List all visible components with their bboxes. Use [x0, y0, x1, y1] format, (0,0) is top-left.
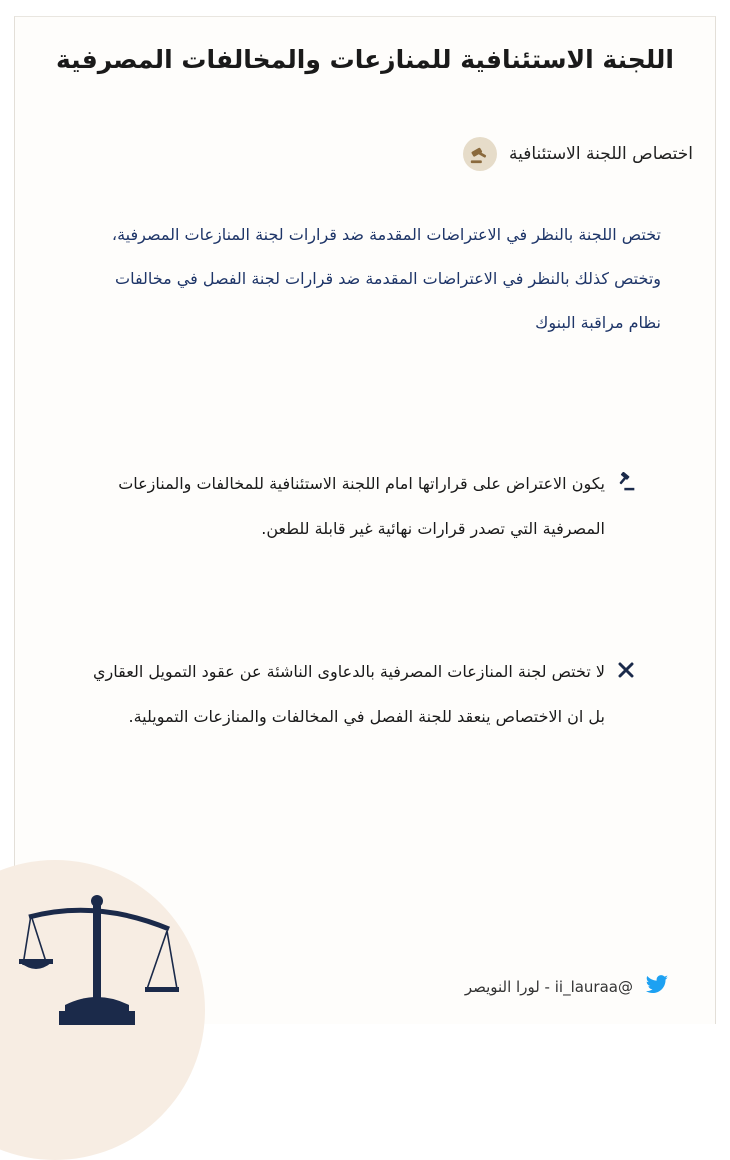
intro-paragraph: تختص اللجنة بالنظر في الاعتراضات المقدمة ضد قرارات لجنة المنازعات المصرفية، وتختص كذلك بالنظر في الاعتراضات المقدمة ضد قرارات لجنة الفصل في مخالفات نظام مراقبة البنوك [111, 225, 661, 332]
list-item-text: يكون الاعتراض على قراراتها امام اللجنة الاستئنافية للمخالفات والمنازعات المصرفية التي تصدر قرارات نهائية غير قابلة للطعن. [118, 474, 605, 538]
section-title: اختصاص اللجنة الاستئنافية [509, 144, 693, 164]
list-item [85, 649, 605, 739]
list-item-text: لا تختص لجنة المنازعات المصرفية بالدعاوى الناشئة عن عقود التمويل العقاري بل ان الاختصاص ينعقد للجنة الفصل في المخالفات والمنازعات التمويلية. [93, 662, 605, 726]
footer-handle[interactable]: @ii_lauraa - لورا النويصر [464, 978, 633, 996]
list-item [85, 461, 605, 551]
page-title: اللجنة الاستئنافية للمنازعات والمخالفات المصرفية [56, 45, 674, 74]
gavel-icon [615, 471, 637, 493]
document-page [14, 16, 716, 1024]
x-icon [615, 659, 637, 681]
gavel-icon [463, 137, 497, 171]
twitter-icon [645, 975, 669, 999]
scales-of-justice-icon [19, 889, 179, 1038]
section-header [463, 137, 693, 171]
footer-credit [465, 975, 669, 999]
